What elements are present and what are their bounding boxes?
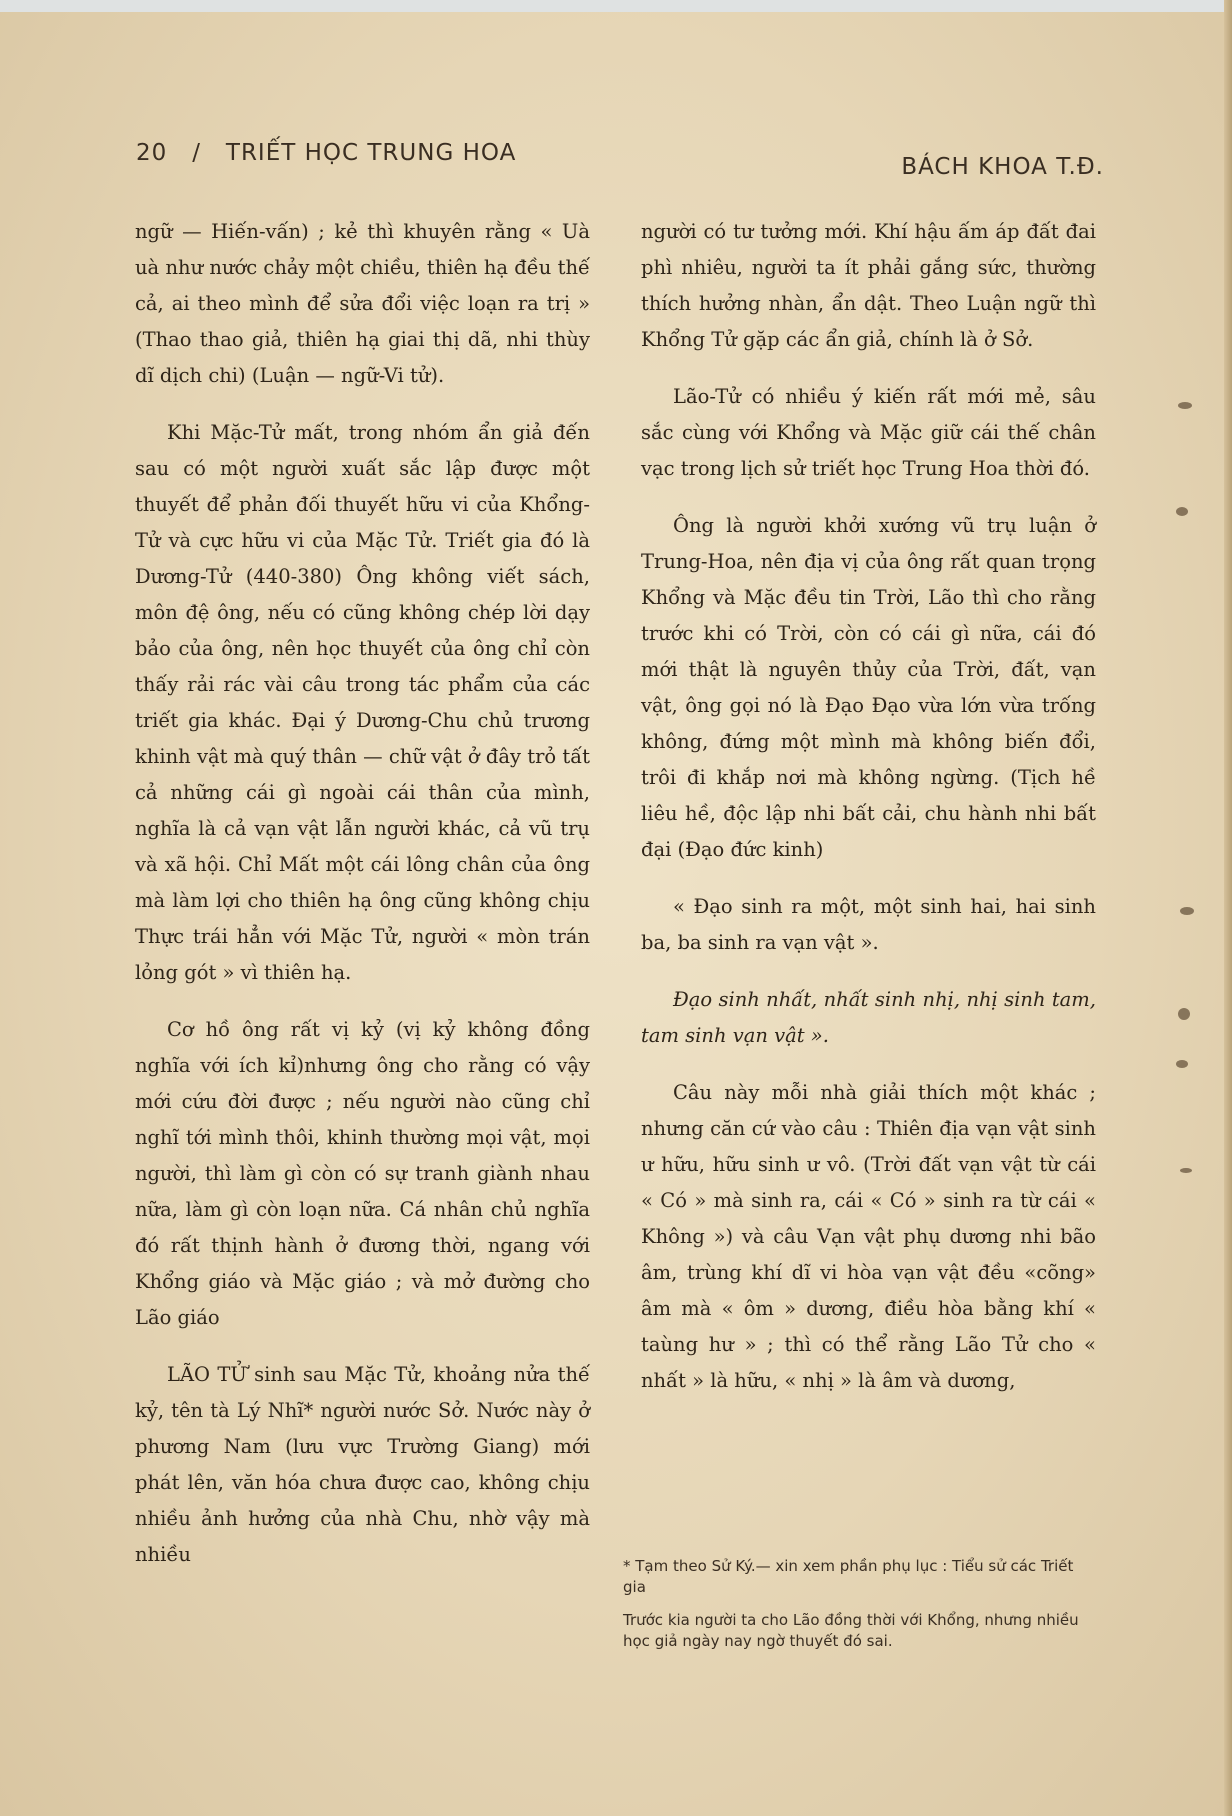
page-number: 20: [136, 140, 168, 166]
ink-smudge: [1178, 402, 1192, 409]
paragraph: Câu này mỗi nhà giải thích một khác ; nhưng căn cứ vào câu : Thiên địa vạn vật sinh ư hữu, hữu sinh ư vô. (Trời đất vạn vật từ cái « Có » mà sinh ra, cái « Có » sinh ra từ cái « Không ») và câu Vạn vật phụ dương nhi bão âm, trùng khí dĩ vi hòa vạn vật đều «cõng» âm mà « ôm » dương, điều hòa bằng khí « taùng hư » ; thì có thể rằng Lão Tử cho « nhất » là hữu, « nhị » là âm và dương,: [641, 1081, 1096, 1392]
book-title: BÁCH KHOA T.Đ.: [901, 154, 1104, 180]
paragraph: người có tư tưởng mới. Khí hậu ấm áp đất đai phì nhiêu, người ta ít phải gắng sức, thường thích hưởng nhàn, ẩn dật. Theo Luận ngữ thì Khổng Tử gặp các ẩn giả, chính là ở Sở.: [641, 220, 1096, 351]
quote-paragraph: « Đạo sinh ra một, một sinh hai, hai sinh ba, ba sinh ra vạn vật ».: [641, 895, 1096, 954]
ink-smudge: [1180, 907, 1194, 915]
ink-smudge: [1180, 1168, 1192, 1173]
footnotes: [623, 1556, 1093, 1664]
right-column: [641, 214, 1096, 1420]
paragraph: Lão-Tử có nhiều ý kiến rất mới mẻ, sâu sắc cùng với Khổng và Mặc giữ cái thế chân vạc trong lịch sử triết học Trung Hoa thời đó.: [641, 385, 1096, 480]
footnote: * Tạm theo Sử Ký.— xin xem phần phụ lục : Tiểu sử các Triết gia: [623, 1557, 1074, 1596]
paragraph: Ông là người khởi xướng vũ trụ luận ở Trung-Hoa, nên địa vị của ông rất quan trọng Khổng và Mặc đều tin Trời, Lão thì cho rằng trước khi có Trời, còn có cái gì nữa, cái đó mới thật là nguyên thủy của Trời, đất, vạn vật, ông gọi nó là Đạo Đạo vừa lớn vừa trống không, đứng một mình mà không biến đổi, trôi đi khắp nơi mà không ngừng. (Tịch hề liêu hề, độc lập nhi bất cải, chu hành nhi bất đại (Đạo đức kinh): [641, 514, 1096, 861]
scan-top-strip: [0, 0, 1232, 12]
quote-transliteration: Đạo sinh nhất, nhất sinh nhị, nhị sinh tam, tam sinh vạn vật ».: [641, 988, 1096, 1047]
left-column: [135, 214, 590, 1594]
paragraph: ngữ — Hiến-vấn) ; kẻ thì khuyên rằng « Uà uà như nước chảy một chiều, thiên hạ đều thế cả, ai theo mình để sửa đổi việc loạn ra trị » (Thao thao giả, thiên hạ giai thị dã, nhi thùy dĩ dịch chi) (Luận — ngữ-Vi tử).: [135, 220, 590, 387]
paragraph: Cơ hồ ông rất vị kỷ (vị kỷ không đồng nghĩa với ích kỉ)nhưng ông cho rằng có vậy mới cứu đời được ; nếu người nào cũng chỉ nghĩ tới mình thôi, khinh thường mọi vật, mọi người, thì làm gì còn có sự tranh giành nhau nữa, làm gì còn loạn nữa. Cá nhân chủ nghĩa đó rất thịnh hành ở đương thời, ngang với Khổng giáo và Mặc giáo ; và mở đường cho Lão giáo: [135, 1018, 590, 1329]
page-edge: [1224, 0, 1232, 1816]
header-separator: /: [192, 140, 201, 166]
ink-smudge: [1178, 1008, 1190, 1020]
paragraph: LÃO TỬ sinh sau Mặc Tử, khoảng nửa thế kỷ, tên tà Lý Nhĩ* người nước Sở. Nước này ở phương Nam (lưu vực Trường Giang) mới phát lên, văn hóa chưa được cao, không chịu nhiều ảnh hưởng của nhà Chu, nhờ vậy mà nhiều: [135, 1363, 590, 1566]
header-left: [136, 140, 516, 166]
ink-smudge: [1176, 507, 1188, 516]
running-header: [136, 140, 1104, 180]
ink-smudge: [1176, 1060, 1188, 1068]
section-title: TRIẾT HỌC TRUNG HOA: [225, 140, 517, 166]
paragraph: Khi Mặc-Tử mất, trong nhóm ẩn giả đến sau có một người xuất sắc lập được một thuyết để phản đối thuyết hữu vi của Khổng-Tử và cực hữu vi của Mặc Tử. Triết gia đó là Dương-Tử (440-380) Ông không viết sách, môn đệ ông, nếu có cũng không chép lời dạy bảo của ông, nên học thuyết của ông chỉ còn thấy rải rác vài câu trong tác phẩm của các triết gia khác. Đại ý Dương-Chu chủ trương khinh vật mà quý thân — chữ vật ở đây trỏ tất cả những cái gì ngoài cái thân của mình, nghĩa là cả vạn vật lẫn người khác, cả vũ trụ và xã hội. Chỉ Mất một cái lông chân của ông mà làm lợi cho thiên hạ ông cũng không chịu Thực trái hẳn với Mặc Tử, người « mòn trán lỏng gót » vì thiên hạ.: [135, 421, 590, 984]
footnote: Trước kia người ta cho Lão đồng thời với Khổng, nhưng nhiều học giả ngày nay ngờ thuyết đó sai.: [623, 1611, 1079, 1650]
